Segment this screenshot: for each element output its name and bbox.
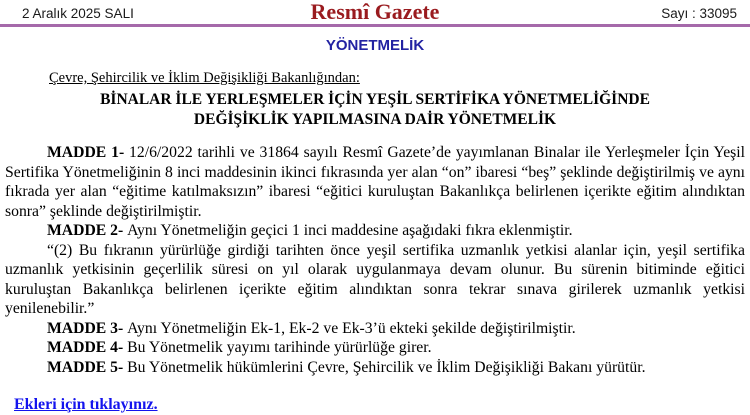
article-madde-2-added-clause — [5, 241, 745, 319]
article-madde-5-label: MADDE 5- — [47, 358, 128, 376]
section-label: YÖNETMELİK — [325, 37, 425, 54]
regulation-title — [5, 90, 745, 130]
article-madde-5 — [5, 358, 745, 378]
article-madde-2-label: MADDE 2- — [47, 222, 128, 239]
attachments-link[interactable]: Ekleri için tıklayınız. — [14, 396, 158, 413]
masthead-divider — [0, 24, 750, 27]
article-madde-4 — [5, 338, 745, 358]
gazette-date: 2 Aralık 2025 SALI — [22, 6, 134, 21]
gazette-issue-number: Sayı : 33095 — [661, 6, 737, 21]
regulation-body — [0, 69, 750, 415]
article-madde-1 — [5, 143, 745, 221]
article-madde-3 — [5, 319, 745, 339]
article-madde-3-text: Aynı Yönetmeliğin Ek-1, Ek-2 ve Ek-3’ü ekteki şekilde değiştirilmiştir. — [127, 319, 576, 337]
article-madde-5-text: Bu Yönetmelik hükümlerini Çevre, Şehircilik ve İklim Değişikliği Bakanı yürütür. — [127, 358, 646, 376]
gazette-title: Resmî Gazete — [310, 0, 440, 24]
article-madde-2 — [5, 221, 745, 241]
article-madde-1-text: 12/6/2022 tarihli ve 31864 sayılı Resmî Gazete’de yayımlanan Binalar ile Yerleşmeler İçin Yeşil Sertifika Yönetmeliğinin 8 inci maddesinin ikinci fıkrasında yer alan “on” ibaresi “beş” şeklinde değiştirilmiş ve aynı fıkrada yer alan “eğitime katılmaksızın” ibaresi “eğitici kuruluştan Bakanlıkça belirlenen içerikte eğitim alındıktan sonra” şeklinde değiştirilmiştir. — [5, 144, 745, 220]
regulation-title-line-1: BİNALAR İLE YERLEŞMELER İÇİN YEŞİL SERTİFİKA YÖNETMELİĞİNDE — [100, 91, 650, 108]
article-added-clause-text: “(2) Bu fıkranın yürürlüğe girdiği tarihten önce yeşil sertifika uzmanlık yetkisi alanlar için, yeşil sertifika uzmanlık yetkisinin geçerlilik süresi on yıl olarak uygulanmaya devam olunur. Bu sürenin bitiminde eğitici kuruluştan Bakanlıkça belirlenen içerikte eğitim alındıktan sonra tekrar sınava girilerek uzmanlık yetkisi yenilenebilir.” — [5, 241, 745, 317]
article-madde-2-text: Aynı Yönetmeliğin geçici 1 inci maddesine aşağıdaki fıkra eklenmiştir. — [127, 222, 573, 239]
gazette-masthead — [0, 0, 750, 24]
article-madde-1-label: MADDE 1- — [47, 144, 130, 161]
ministry-line: Çevre, Şehircilik ve İklim Değişikliği Bakanlığından: — [49, 70, 360, 86]
article-madde-4-text: Bu Yönetmelik yayımı tarihinde yürürlüğe girer. — [127, 339, 432, 356]
article-madde-4-label: MADDE 4- — [47, 339, 128, 356]
article-madde-3-label: MADDE 3- — [47, 319, 128, 337]
regulation-title-line-2: DEĞİŞİKLİK YAPILMASINA DAİR YÖNETMELİK — [193, 111, 557, 128]
